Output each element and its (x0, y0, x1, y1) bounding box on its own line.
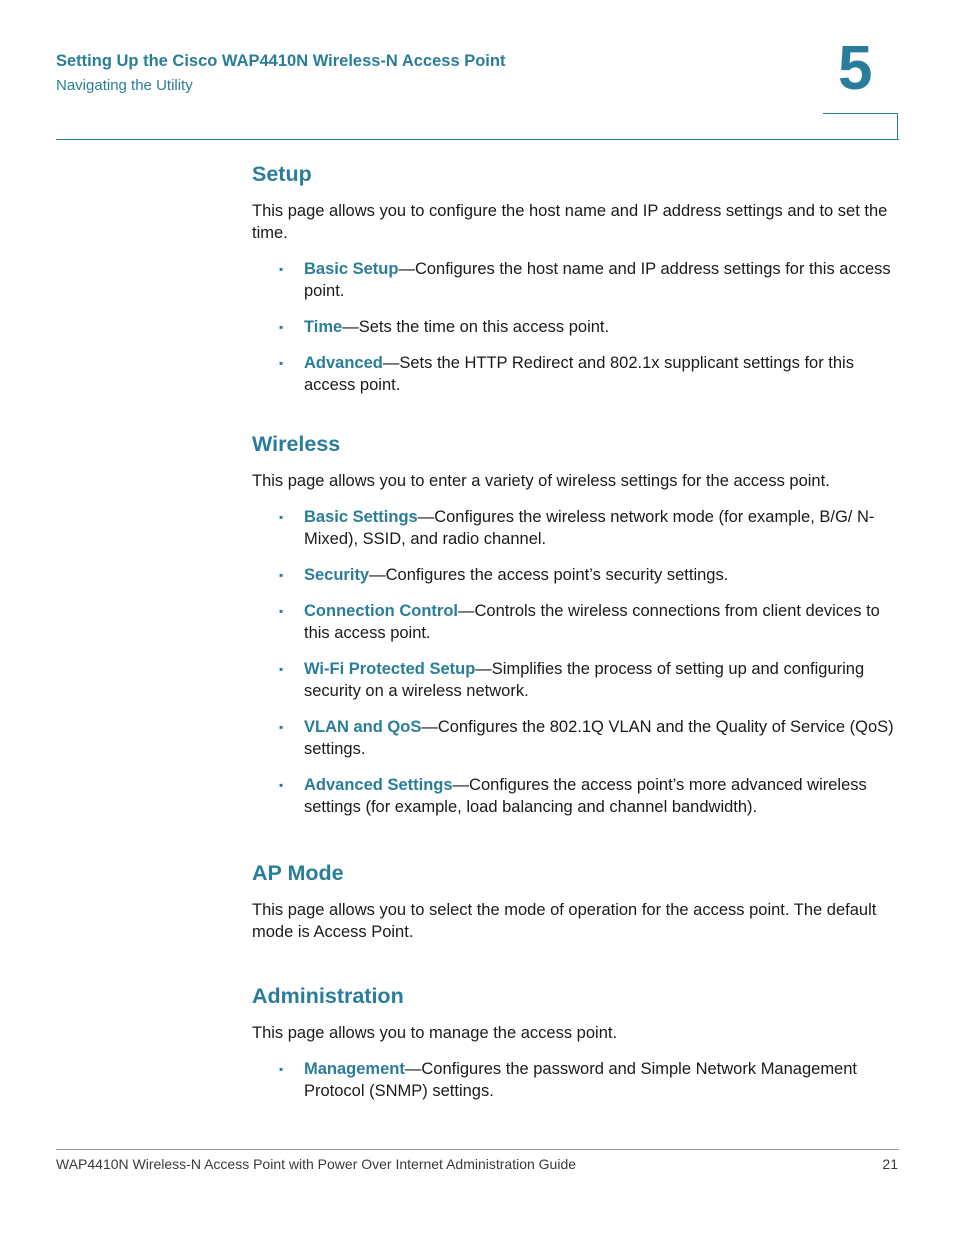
list-item (252, 774, 899, 818)
section-administration (252, 980, 899, 1102)
bullet-term: Basic Setup (304, 260, 399, 278)
chapter-tab-box (823, 113, 898, 140)
bullet-term: Advanced (304, 354, 383, 372)
list-item (252, 506, 899, 550)
bullet-square-icon: ▪ (279, 662, 284, 676)
bullet-list (252, 506, 899, 818)
bullet-term: Management (304, 1060, 405, 1078)
bullet-square-icon: ▪ (279, 356, 284, 370)
bullet-term: VLAN and QoS (304, 718, 422, 736)
bullet-list (252, 258, 899, 396)
header-divider (56, 139, 899, 140)
bullet-term: Basic Settings (304, 508, 418, 526)
footer-guide-title: WAP4410N Wireless-N Access Point with Power Over Internet Administration Guide (56, 1156, 577, 1172)
chapter-number: 5 (838, 34, 873, 103)
bullet-description: —Sets the time on this access point. (342, 318, 610, 336)
list-item (252, 716, 899, 760)
list-item (252, 352, 899, 396)
section-intro: This page allows you to configure the host name and IP address settings and to set the time. (252, 202, 888, 242)
bullet-description: —Controls the wireless connections from client devices to this access point. (304, 602, 880, 642)
section-heading: Administration (252, 984, 404, 1008)
bullet-square-icon: ▪ (279, 1062, 284, 1076)
bullet-description: —Configures the password and Simple Network Management Protocol (SNMP) settings. (304, 1060, 857, 1100)
bullet-description: —Configures the 802.1Q VLAN and the Quality of Service (QoS) settings. (304, 718, 894, 758)
bullet-description: —Configures the wireless network mode (for example, B/G/ N-Mixed), SSID, and radio channel. (304, 508, 875, 548)
bullet-square-icon: ▪ (279, 320, 284, 334)
section-intro: This page allows you to enter a variety of wireless settings for the access point. (252, 472, 830, 490)
section-heading: Wireless (252, 432, 341, 456)
section-intro: This page allows you to select the mode of operation for the access point. The default mode is Access Point. (252, 901, 877, 941)
bullet-description: —Simplifies the process of setting up and configuring security on a wireless network. (304, 660, 865, 700)
bullet-square-icon: ▪ (279, 778, 284, 792)
section-heading: AP Mode (252, 861, 344, 885)
bullet-list (252, 1058, 899, 1102)
bullet-square-icon: ▪ (279, 568, 284, 582)
bullet-square-icon: ▪ (279, 720, 284, 734)
bullet-description: —Configures the access point’s security settings. (369, 566, 729, 584)
list-item (252, 1058, 899, 1102)
bullet-square-icon: ▪ (279, 510, 284, 524)
chapter-title: Setting Up the Cisco WAP4410N Wireless-N Access Point (56, 52, 506, 70)
bullet-term: Advanced Settings (304, 776, 453, 794)
list-item (252, 658, 899, 702)
list-item (252, 600, 899, 644)
bullet-term: Connection Control (304, 602, 458, 620)
section-heading: Setup (252, 162, 312, 186)
section-intro: This page allows you to manage the access point. (252, 1024, 618, 1042)
footer-divider (56, 1149, 899, 1150)
section-ap-mode (252, 857, 899, 943)
section-setup (252, 158, 899, 396)
bullet-square-icon: ▪ (279, 262, 284, 276)
main-content (252, 158, 899, 1102)
bullet-term: Wi-Fi Protected Setup (304, 660, 476, 678)
list-item (252, 564, 899, 586)
bullet-description: —Configures the access point’s more advanced wireless settings (for example, load balancing and channel bandwidth). (304, 776, 867, 816)
chapter-subtitle: Navigating the Utility (56, 77, 193, 94)
bullet-description: —Sets the HTTP Redirect and 802.1x supplicant settings for this access point. (304, 354, 854, 394)
section-wireless (252, 428, 899, 818)
bullet-term: Time (304, 318, 343, 336)
bullet-term: Security (304, 566, 370, 584)
bullet-square-icon: ▪ (279, 604, 284, 618)
list-item (252, 258, 899, 302)
list-item (252, 316, 899, 338)
bullet-description: —Configures the host name and IP address settings for this access point. (304, 260, 891, 300)
footer-page-number: 21 (882, 1156, 898, 1172)
